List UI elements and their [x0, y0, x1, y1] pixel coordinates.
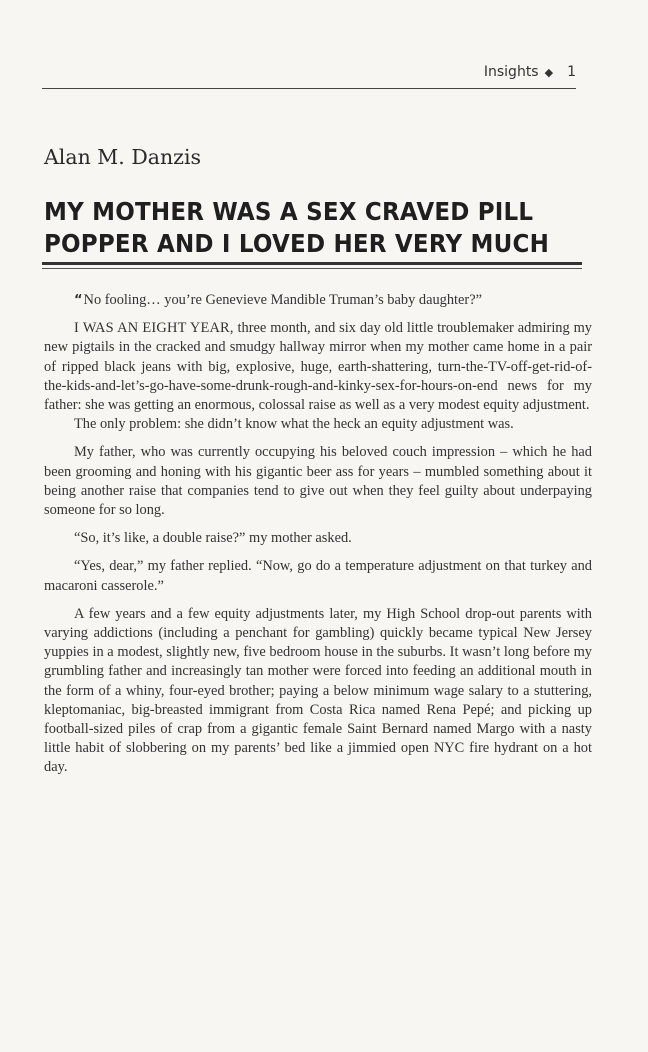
page-number: 1: [567, 64, 576, 80]
section-name: Insights: [483, 64, 539, 80]
title-rule-thin: [42, 268, 582, 269]
paragraph: “Yes, dear,” my father replied. “Now, go do a temperature adjustment on that turkey and macaroni casserole.”: [44, 558, 592, 594]
paragraph: “So, it’s like, a double raise?” my mother asked.: [74, 530, 352, 547]
author-name: Alan M. Danzis: [44, 145, 202, 169]
lead-in: I WAS AN EIGHT YEAR,: [74, 320, 234, 337]
title-rule-thick: [42, 262, 582, 265]
open-quote-mark: “: [74, 293, 82, 308]
article-title: MY MOTHER WAS A SEX CRAVED PILL POPPER AND I LOVED HER VERY MUCH: [44, 198, 550, 259]
article-body: [44, 291, 592, 787]
paragraph: My father, who was currently occupying his beloved couch impression – which he had been grooming and honing with his gigantic beer ass for years – mumbled something about it being another raise that companies tend to give out when they feel guilty about underpaying someone for so long.: [44, 444, 592, 519]
diamond-icon: ◆: [544, 65, 554, 79]
paragraph: “ No fooling… you’re Genevieve Mandible Truman’s baby daughter?”: [74, 292, 482, 308]
header-rule: [42, 88, 576, 89]
paragraph: A few years and a few equity adjustments later, my High School drop-out parents with varying addictions (including a penchant for gambling) quickly became typical New Jersey yuppies in a modest, slightly new, five bedroom house in the suburbs. It wasn’t long before my grumbling father and increasingly tan mother were forced into feeding an additional mouth in the form of a whiny, four-eyed brother; paying a below minimum wage salary to a stuttering, kleptomaniac, big-breasted immigrant from Costa Rica named Rena Pepé; and picking up football-sized piles of crap from a gigantic female Saint Bernard named Margo with a nasty little habit of slobbering on my parents’ bed like a jimmied open NYC fire hydrant on a hot day.: [44, 605, 592, 776]
paragraph: The only problem: she didn’t know what the heck an equity adjustment was.: [74, 416, 514, 433]
paragraph: I WAS AN EIGHT YEAR, three month, and six day old little troublemaker admiring my new pigtails in the cracked and smudgy hallway mirror when my mother came home in a pair of ripped black jeans with big, explosive, huge, earth-shattering, turn-the-TV-off-get-rid-of-the-kids-and-let’s-go-have-some-drunk-rough-and-kinky-sex-for-hours-on-end news for my father: she was getting an enormous, colossal raise as well as a very modest equity adjustment.: [44, 320, 592, 414]
running-head: [484, 64, 576, 80]
